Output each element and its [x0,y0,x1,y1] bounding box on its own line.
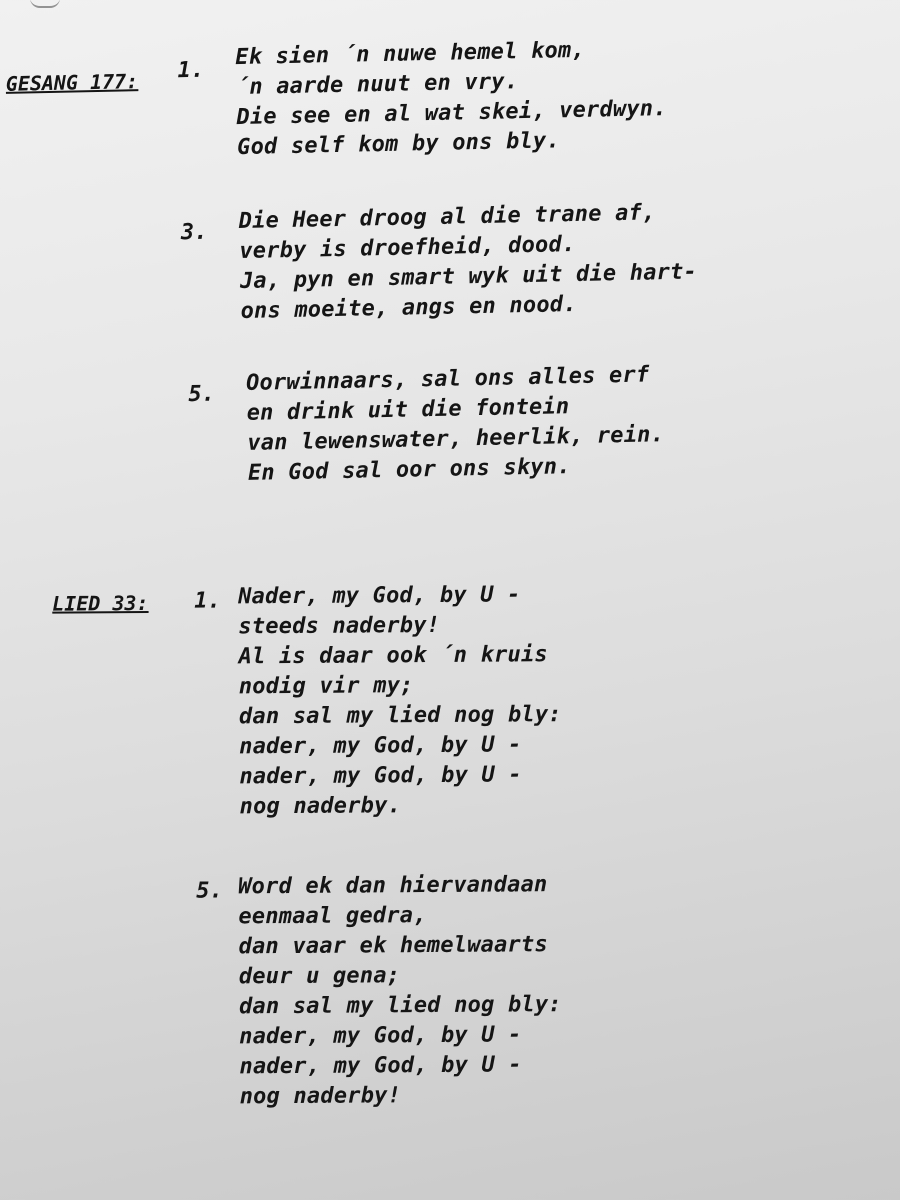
verse-number: 1. [177,57,205,84]
verse-line: en drink uit die fontein [246,394,570,426]
verse-line: nader, my God, by U - [239,762,522,790]
verse-line: nader, my God, by U - [239,1052,522,1080]
verse-lines [238,870,562,1112]
verse-line: Word ek dan hiervandaan [238,872,548,900]
verse-line: Oorwinnaars, sal ons alles erf [245,362,650,396]
verse-line: nodig vir my; [238,673,414,700]
verse-line: God self kom by ons bly. [236,128,561,161]
verse-number: 3. [180,219,208,246]
verse-number: 5. [188,381,216,408]
verse-line: Die Heer droog al die trane af, [238,200,656,235]
verse-line: dan sal my lied nog bly: [238,992,562,1020]
verse-line: Ek sien ´n nuwe hemel kom, [234,37,586,71]
verse-line: dan vaar ek hemelwaarts [238,932,548,960]
verse-line: dan sal my lied nog bly: [238,702,562,730]
verse-line: Al is daar ook ´n kruis [238,642,548,670]
verse-line: ons moeite, angs en nood. [240,291,577,325]
verse-line: En God sal oor ons skyn. [247,454,571,486]
verse-line: nader, my God, by U - [239,1022,522,1050]
verse-line: Die see en al wat skei, verdwyn. [236,96,667,131]
hymn-label: GESANG 177: [5,69,139,96]
verse-line: steeds naderby! [238,612,441,640]
verse-lines [238,580,562,822]
verse-lines [238,197,698,327]
verse-number: 1. [194,588,221,614]
verse-line: eenmaal gedra, [238,903,427,930]
verse-line: nader, my God, by U - [239,732,522,760]
verse-line: ´n aarde nuut en vry. [235,69,519,101]
verse-number: 5. [196,878,223,904]
verse-line: nog naderby. [239,793,402,820]
verse-line: Nader, my God, by U - [238,582,521,610]
verse-line: Ja, pyn en smart wyk uit die hart- [239,259,698,295]
paper-edge-mark [30,0,60,8]
hymn-label: LIED 33: [52,590,149,616]
verse-lines [235,34,668,163]
verse-line: deur u gena; [238,963,401,990]
verse-lines [246,360,665,489]
verse-line: van lewenswater, heerlik, rein. [247,422,665,456]
verse-line: verby is droefheid, dood. [239,232,576,265]
verse-line: nog naderby! [239,1083,402,1110]
